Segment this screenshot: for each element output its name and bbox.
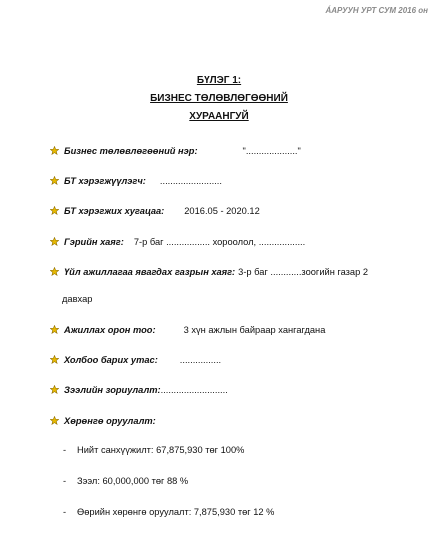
star-bullet-icon [50, 355, 59, 364]
star-bullet-icon [50, 176, 59, 185]
item-value: .......................... [160, 385, 228, 395]
summary-item-phone [50, 354, 221, 366]
star-bullet-icon [50, 267, 59, 276]
chapter-subtitle: ХУРААНГУЙ [189, 111, 249, 122]
item-value: ................ [179, 355, 222, 365]
summary-item-name [50, 145, 301, 157]
summary-item-business-address [50, 266, 368, 278]
item-label: БТ хэрэгжих хугацаа: [64, 206, 165, 216]
summary-item-duration [50, 205, 260, 217]
funding-total [63, 445, 244, 455]
item-label: БТ хэрэгжүүлэгч: [64, 176, 146, 186]
item-value: 3 хүн ажлын байраар хангагдана [183, 325, 326, 335]
item-label: Холбоо барих утас: [64, 355, 158, 365]
item-value: ........................ [159, 176, 222, 186]
funding-loan [63, 476, 188, 486]
summary-item-investment [50, 415, 156, 427]
item-value: "...................." [242, 146, 301, 156]
summary-item-loan-purpose [50, 384, 228, 396]
chapter-number: БҮЛЭГ 1: [196, 75, 242, 86]
funding-text: Зээл: 60,000,000 төг 88 % [77, 476, 189, 486]
star-bullet-icon [50, 325, 59, 334]
chapter-title [0, 72, 438, 126]
chapter-title-line: БИЗНЕС ТӨЛӨВЛӨГӨӨНИЙ [150, 93, 288, 104]
summary-item-home-address [50, 236, 305, 248]
address-continuation: давхар [62, 294, 93, 304]
item-value: 7-р баг ................. хороолол, .................. [133, 237, 306, 247]
item-label: Ажиллах орон тоо: [64, 325, 156, 335]
star-bullet-icon [50, 206, 59, 215]
dash-marker: - [63, 507, 67, 517]
item-value: 3-р баг ............зоогийн газар 2 [238, 267, 369, 277]
item-label: Зээлийн зориулалт: [64, 385, 161, 395]
star-bullet-icon [50, 385, 59, 394]
funding-text: Нийт санхүүжилт: 67,875,930 төг 100% [77, 445, 245, 455]
summary-item-implementer [50, 175, 222, 187]
dash-marker: - [63, 476, 67, 486]
item-label: Үйл ажиллагаа явагдах газрын хаяг: [64, 267, 236, 277]
star-bullet-icon [50, 237, 59, 246]
summary-item-staff [50, 324, 325, 336]
dash-marker: - [63, 445, 67, 455]
funding-own [63, 507, 274, 517]
header-note: ÁАРУУН УРТ СУМ 2016 он [325, 6, 428, 15]
item-label: Гэрийн хаяг: [64, 237, 124, 247]
item-label: Бизнес төлөвлөгөөний нэр: [64, 146, 198, 156]
funding-text: Өөрийн хөрөнгө оруулалт: 7,875,930 төг 12 % [77, 507, 275, 517]
item-label: Хөрөнгө оруулалт: [64, 416, 156, 426]
item-value: 2016.05 - 2020.12 [184, 206, 260, 216]
star-bullet-icon [50, 416, 59, 425]
star-bullet-icon [50, 146, 59, 155]
